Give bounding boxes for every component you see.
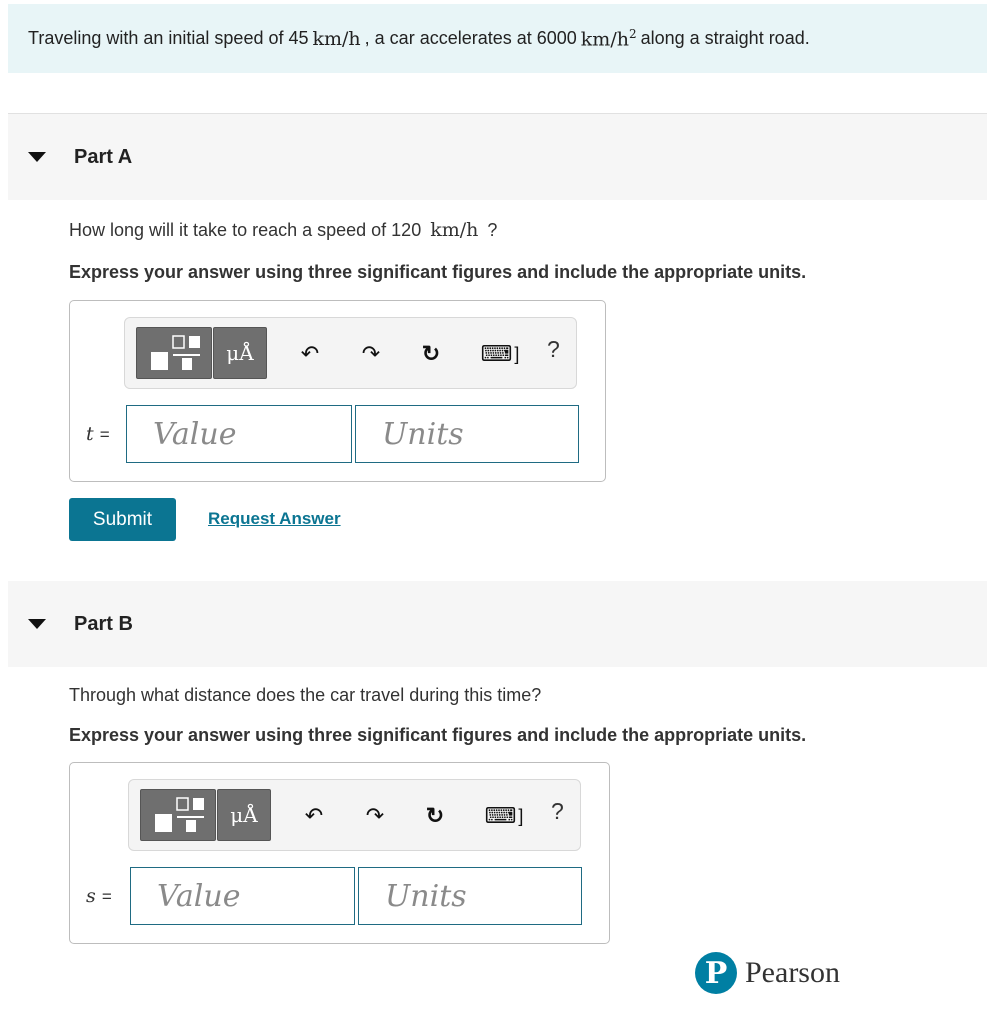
part-a-question-unit: km/h xyxy=(430,219,479,241)
pearson-name: Pearson xyxy=(745,956,840,989)
undo-icon[interactable]: ↶ xyxy=(304,803,324,828)
problem-unit-accel-exp: 2 xyxy=(628,26,637,41)
problem-statement xyxy=(8,4,987,73)
units-button[interactable]: μÅ xyxy=(213,327,267,379)
help-icon[interactable]: ? xyxy=(551,798,564,824)
submit-button[interactable]: Submit xyxy=(69,498,176,541)
redo-icon[interactable]: ↷ xyxy=(365,803,385,828)
part-a-equals: = xyxy=(99,425,110,444)
collapse-triangle-icon[interactable] xyxy=(28,152,46,162)
templates-button[interactable] xyxy=(136,327,212,379)
part-a-answer-box xyxy=(69,300,606,482)
part-a-question xyxy=(69,219,497,241)
problem-unit-accel-base: km/h xyxy=(580,28,629,51)
part-a-value-input[interactable] xyxy=(126,405,352,463)
part-a-title: Part A xyxy=(74,145,133,168)
pearson-brand xyxy=(695,952,840,994)
part-b-answer-box xyxy=(69,762,610,944)
help-icon[interactable]: ? xyxy=(547,336,560,362)
problem-unit-speed: km/h xyxy=(312,27,361,50)
part-b-title: Part B xyxy=(74,612,133,635)
keyboard-button[interactable] xyxy=(482,802,526,830)
part-b-variable: s xyxy=(86,885,96,907)
keyboard-icon: ⌨ xyxy=(480,341,513,366)
math-toolbar xyxy=(128,779,581,851)
redo-icon[interactable]: ↷ xyxy=(361,341,381,366)
reset-icon[interactable]: ↻ xyxy=(425,803,445,828)
keyboard-bracket: ] xyxy=(518,805,524,826)
part-a-instruction: Express your answer using three significant figures and include the appropriate units. xyxy=(69,262,807,282)
problem-text-before: Traveling with an initial speed of 45 xyxy=(28,28,309,48)
problem-text-middle: , a car accelerates at 6000 xyxy=(364,28,577,48)
math-toolbar xyxy=(124,317,577,389)
pearson-logo-icon: P xyxy=(695,952,737,994)
part-a-question-end: ? xyxy=(487,220,498,240)
part-b-variable-label xyxy=(86,885,112,907)
part-a-header[interactable] xyxy=(8,114,987,200)
part-b-header[interactable] xyxy=(8,581,987,667)
request-answer-link[interactable]: Request Answer xyxy=(208,509,341,528)
part-b-equals: = xyxy=(101,887,112,906)
units-button[interactable]: μÅ xyxy=(217,789,271,841)
templates-icon xyxy=(141,790,217,842)
part-a-variable-label xyxy=(86,423,110,445)
keyboard-button[interactable] xyxy=(478,340,522,368)
undo-icon[interactable]: ↶ xyxy=(300,341,320,366)
keyboard-bracket: ] xyxy=(514,343,520,364)
keyboard-icon: ⌨ xyxy=(484,803,517,828)
reset-icon[interactable]: ↻ xyxy=(421,341,441,366)
problem-text-after: along a straight road. xyxy=(640,28,810,48)
templates-button[interactable] xyxy=(140,789,216,841)
part-a-units-input[interactable] xyxy=(355,405,579,463)
part-a-question-text: How long will it take to reach a speed of 120 xyxy=(69,220,422,240)
part-a-variable: t xyxy=(86,423,94,445)
templates-icon xyxy=(137,328,213,380)
collapse-triangle-icon[interactable] xyxy=(28,619,46,629)
part-b-question: Through what distance does the car travel during this time? xyxy=(69,685,542,705)
problem-unit-accel xyxy=(581,27,637,50)
part-b-units-input[interactable] xyxy=(358,867,582,925)
part-b-value-input[interactable] xyxy=(130,867,355,925)
part-b-instruction: Express your answer using three significant figures and include the appropriate units. xyxy=(69,725,807,745)
